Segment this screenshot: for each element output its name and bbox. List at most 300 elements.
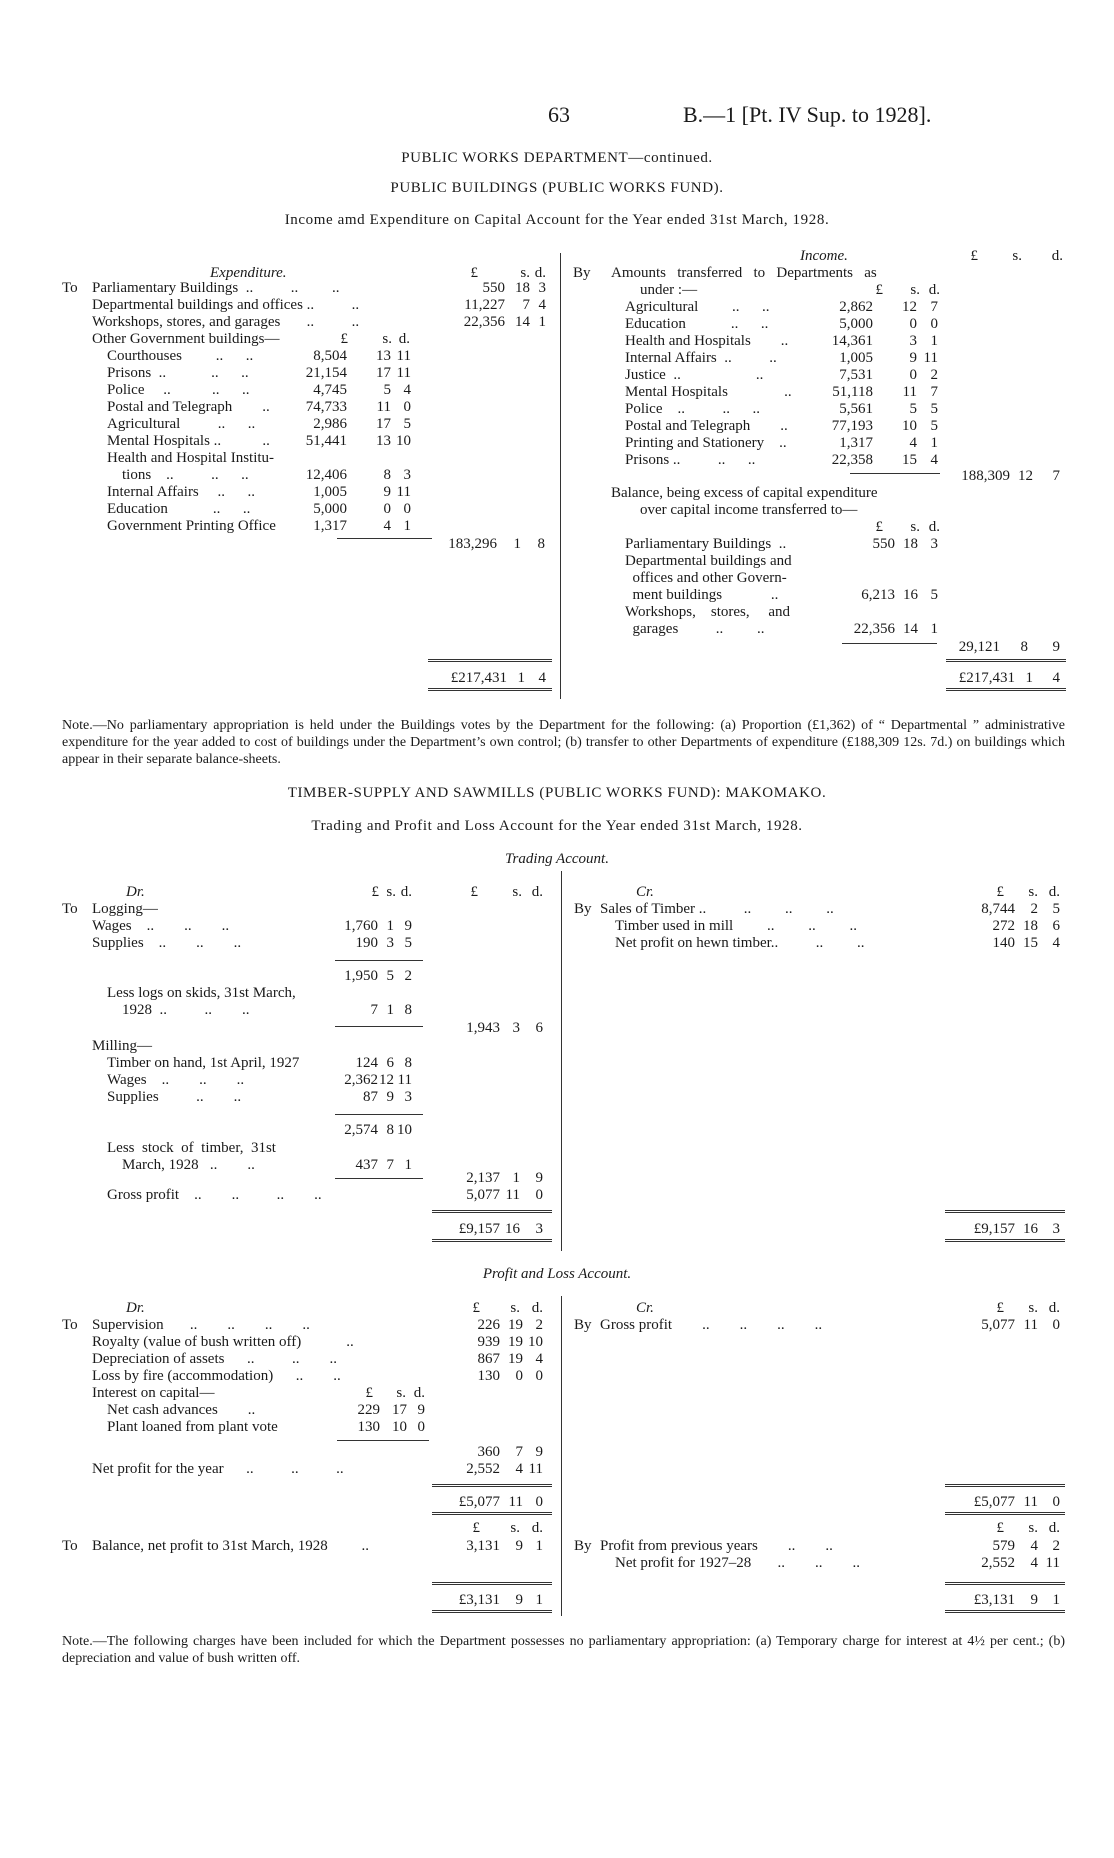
to-label: To [62,1317,78,1333]
expenditure-subamount-shillings: 17 [376,416,391,432]
expenditure-item: Departmental buildings and offices .. .. [92,297,360,313]
trading-cr-label: Cr. [636,884,654,900]
document-reference: B.—1 [Pt. IV Sup. to 1928]. [683,102,932,127]
gross-profit-shillings: 11 [505,1187,520,1203]
logging-net-pounds: 1,943 [466,1020,500,1036]
expenditure-subitem: Postal and Telegraph .. [107,399,270,415]
pl-dr-item: Loss by fire (accommodation) .. .. [92,1368,341,1384]
trading-cr-item: Timber used in mill .. .. .. [615,918,857,934]
balance-line-2: over capital income transferred to— [640,502,858,518]
income-subtotal-pence: 7 [1052,468,1060,484]
inc-s-head: s. [1012,248,1022,264]
income-total-pence: 4 [1052,670,1060,686]
expenditure-subamount-pounds: 8,504 [313,348,347,364]
less-stock-label: Less stock of timber, 31st [107,1140,276,1156]
pl-dr-item: Royalty (value of bush written off) .. [92,1334,354,1350]
inner-s-head: s. [382,331,392,347]
tr-inner-pound-head: £ [371,884,379,900]
income-amount-shillings: 0 [909,367,917,383]
expenditure-amount-pounds: 11,227 [464,297,505,313]
expenditure-subtotal-pence: 8 [537,536,545,552]
trading-divider [561,871,562,1251]
income-intro: Amounts transferred to Departments as [611,265,877,281]
interest-total-shillings: 7 [515,1444,523,1460]
balance-item: garages .. .. [625,621,765,637]
pl-dr-amount-pounds: 130 [477,1368,500,1384]
expenditure-subamount-pence: 4 [403,382,411,398]
milling-item-pounds: 124 [355,1055,378,1071]
tc-pound-head: £ [996,884,1004,900]
milling-net-shillings: 1 [512,1170,520,1186]
trading-cr-amount-pounds: 8,744 [981,901,1015,917]
balance-item: offices and other Govern- [625,570,787,586]
expenditure-subamount-shillings: 0 [383,501,391,517]
pl-s-head: s. [510,1300,520,1316]
net-profit-pence: 11 [528,1461,543,1477]
balance-amount-shillings: 18 [903,536,918,552]
milling-item-label: Supplies .. .. [107,1089,242,1105]
expenditure-subamount-pence: 1 [403,518,411,534]
plc-s-head: s. [1028,1300,1038,1316]
expenditure-subitem: Mental Hospitals .. .. [107,433,270,449]
income-total-pounds: £217,431 [958,670,1015,686]
pl-gross-profit-pounds: 5,077 [981,1317,1015,1333]
income-amount-pence: 4 [930,452,938,468]
pl-cr-total-rule [945,1484,1065,1487]
tr-outer-d-head: d. [531,884,543,900]
pl-cr-amount-pounds: 579 [992,1538,1015,1554]
trading-cr-item: Sales of Timber .. .. .. .. [600,901,834,917]
income-item: Justice .. .. [625,367,764,383]
gross-profit-pounds: 5,077 [466,1187,500,1203]
interest-rule [337,1440,429,1441]
balance-subtotal-shillings: 8 [1020,639,1028,655]
less-logs-label-2: 1928 .. .. .. [122,1002,250,1018]
milling-item-pounds: 87 [363,1089,378,1105]
balance-net-profit-shillings: 9 [515,1538,523,1554]
income-amount-pounds: 5,000 [839,316,873,332]
interest-item-pence: 0 [417,1419,425,1435]
pl-dr-amount-pounds: 939 [477,1334,500,1350]
pl-cr-item: Net profit for 1927–28 .. .. .. [615,1555,860,1571]
pl-gross-profit-pence: 0 [1052,1317,1060,1333]
balance-net-profit-pounds: 3,131 [466,1538,500,1554]
expenditure-subamount-pounds: 1,317 [313,518,347,534]
logging-net-shillings: 3 [512,1020,520,1036]
milling-label: Milling— [92,1038,153,1054]
expenditure-subamount-pounds: 21,154 [305,365,347,381]
balance-subtotal-pounds: 29,121 [958,639,1000,655]
balance-item: ment buildings .. [625,587,779,603]
trading-cr-amount-pence: 4 [1052,935,1060,951]
expenditure-subitem: Prisons .. .. .. [107,365,249,381]
balance-line-1: Balance, being excess of capital expenditure [611,485,878,501]
income-amount-pence: 11 [923,350,938,366]
bal-s-head: s. [910,519,920,535]
by-label: By [573,265,591,281]
expenditure-subamount-shillings: 8 [383,467,391,483]
total-rule [428,659,552,662]
expenditure-subitem: Government Printing Office [107,518,276,534]
by-label: By [574,901,592,917]
trading-dr-total-rule [432,1210,552,1213]
logging-sum-pence: 2 [404,968,412,984]
expenditure-amount-pence: 1 [538,314,546,330]
expenditure-subamount-pence: 11 [396,484,411,500]
income-amount-pounds: 22,358 [831,452,873,468]
public-buildings-title: PUBLIC BUILDINGS (PUBLIC WORKS FUND). [390,180,724,196]
plc-pound-head: £ [996,1300,1004,1316]
income-item: Mental Hospitals .. [625,384,792,400]
public-buildings-subtitle: Income amd Expenditure on Capital Account for the Year ended 31st March, 1928. [284,212,830,228]
trading-cr-total-underline [945,1239,1065,1242]
expenditure-amount-pence: 4 [538,297,546,313]
inner-pound-head: £ [340,331,348,347]
less-logs-pence: 8 [404,1002,412,1018]
interest-item-pounds: 229 [357,1402,380,1418]
expenditure-subamount-shillings: 13 [376,433,391,449]
pl-dr-total-pence: 0 [535,1494,543,1510]
milling-net-pence: 9 [535,1170,543,1186]
expenditure-subamount-shillings: 9 [383,484,391,500]
income-subtotal-pounds: 188,309 [961,468,1010,484]
milling-item-pence: 8 [404,1055,412,1071]
balance-net-profit-pence: 1 [535,1538,543,1554]
trading-cr-amount-shillings: 2 [1030,901,1038,917]
to-label: To [62,280,78,296]
plc-d-head: d. [1048,1300,1060,1316]
expenditure-subitem: Courthouses .. .. [107,348,254,364]
expenditure-subamount-pence: 10 [396,433,411,449]
balance-amount-pounds: 22,356 [853,621,895,637]
less-logs-label: Less logs on skids, 31st March, [107,985,296,1001]
pl-cr-total-underline [945,1512,1065,1515]
pl-dr-total-rule [432,1484,552,1487]
logging-wages-pounds: 1,760 [344,918,378,934]
expenditure-amount-pence: 3 [538,280,546,296]
logging-supplies-shillings: 3 [386,935,394,951]
expenditure-subamount-pence: 5 [403,416,411,432]
section-heading: PUBLIC WORKS DEPARTMENT—continued. [401,150,713,166]
balance-amount-pence: 5 [930,587,938,603]
balance-item: Parliamentary Buildings .. [625,536,787,552]
milling-item-label: Timber on hand, 1st April, 1927 [107,1055,300,1071]
inc-inner-pound-head: £ [875,282,883,298]
interest-item-pounds: 130 [357,1419,380,1435]
expenditure-amount-shillings: 18 [515,280,530,296]
pl-dr-amount-shillings: 0 [515,1368,523,1384]
expenditure-total-pounds: £217,431 [450,670,507,686]
pl2-d-head: d. [531,1520,543,1536]
balance-amount-shillings: 16 [903,587,918,603]
income-amount-shillings: 15 [902,452,917,468]
income-amount-pounds: 1,317 [839,435,873,451]
logging-sum-shillings: 5 [386,968,394,984]
exp-s-head: s. [520,265,530,281]
interest-total-pence: 9 [535,1444,543,1460]
gross-profit-pence: 0 [535,1187,543,1203]
expenditure-subamount-pounds: 51,441 [305,433,347,449]
center-divider [560,253,561,699]
expenditure-subamount-pounds: 12,406 [305,467,347,483]
expenditure-subamount-pence: 3 [403,467,411,483]
expenditure-subtotal-pounds: 183,296 [448,536,497,552]
trading-cr-amount-pence: 5 [1052,901,1060,917]
balance-item: Workshops, stores, and [625,604,791,620]
tc-s-head: s. [1028,884,1038,900]
trading-cr-total-rule [945,1210,1065,1213]
income-amount-shillings: 5 [909,401,917,417]
net-profit-shillings: 4 [515,1461,523,1477]
pl-dr-total2-pence: 1 [535,1592,543,1608]
logging-sum-pounds: 1,950 [344,968,378,984]
pl-cr-amount-shillings: 4 [1030,1555,1038,1571]
income-amount-pounds: 7,531 [839,367,873,383]
expenditure-subitem: Police .. .. .. [107,382,250,398]
expenditure-subitem: Internal Affairs .. .. [107,484,256,500]
less-stock-label-2: March, 1928 .. .. [122,1157,255,1173]
expenditure-subitem: tions .. .. .. [107,467,249,483]
expenditure-subtotal-shillings: 1 [513,536,521,552]
interest-item-shillings: 17 [392,1402,407,1418]
income-amount-pence: 7 [930,299,938,315]
logging-wages-label: Wages .. .. .. [92,918,230,934]
tr-inner-d-head: d. [400,884,412,900]
income-intro-2: under :— [640,282,698,298]
logging-wages-shillings: 1 [386,918,394,934]
income-amount-shillings: 11 [902,384,917,400]
expenditure-item: Parliamentary Buildings .. .. .. [92,280,340,296]
expenditure-amount-pounds: 550 [482,280,505,296]
trading-cr-amount-shillings: 15 [1023,935,1038,951]
income-total-rule [946,659,1066,662]
pl-cr-amount-pence: 2 [1052,1538,1060,1554]
income-amount-pounds: 51,118 [832,384,873,400]
expenditure-amount-shillings: 7 [522,297,530,313]
expenditure-subamount-pounds: 74,733 [305,399,347,415]
balance-amount-pounds: 6,213 [861,587,895,603]
less-logs-shillings: 1 [386,1002,394,1018]
int-pound-head: £ [365,1385,373,1401]
pl-cr-label: Cr. [636,1300,654,1316]
expenditure-subamount-shillings: 5 [383,382,391,398]
pl-dr-amount-pence: 0 [535,1368,543,1384]
tc-d-head: d. [1048,884,1060,900]
income-amount-pence: 1 [930,333,938,349]
income-amount-pounds: 1,005 [839,350,873,366]
expenditure-heading: Expenditure. [210,265,287,281]
int-s-head: s. [396,1385,406,1401]
pl-dr-amount-pence: 10 [528,1334,543,1350]
logging-sum-rule [335,960,423,961]
milling-item-pence: 3 [404,1089,412,1105]
income-item: Printing and Stationery .. [625,435,787,451]
expenditure-subamount-pence: 11 [396,365,411,381]
int-d-head: d. [413,1385,425,1401]
expenditure-subitem: Education .. .. [107,501,251,517]
milling-item-shillings: 12 [379,1072,394,1088]
net-profit-label: Net profit for the year .. .. .. [92,1461,344,1477]
timber-supply-title: TIMBER-SUPPLY AND SAWMILLS (PUBLIC WORKS FUND): MAKOMAKO. [287,785,827,801]
pl-dr-amount-pence: 4 [535,1351,543,1367]
trading-cr-total-pence: 3 [1052,1221,1060,1237]
tr-inner-s-head: s. [386,884,396,900]
expenditure-subamount-pounds: 1,005 [313,484,347,500]
pl-dr-item: Depreciation of assets .. .. .. [92,1351,337,1367]
expenditure-subamount-shillings: 11 [376,399,391,415]
pl-dr-amount-shillings: 19 [508,1334,523,1350]
timber-supply-subtitle: Trading and Profit and Loss Account for the Year ended 31st March, 1928. [311,818,803,834]
pl-cr-total2-shillings: 9 [1030,1592,1038,1608]
expenditure-subamount-shillings: 17 [376,365,391,381]
by-label: By [574,1317,592,1333]
milling-item-label: Wages .. .. .. [107,1072,245,1088]
pl-cr-total-shillings: 11 [1023,1494,1038,1510]
pl-cr-total2-underline [945,1610,1065,1613]
plc2-s-head: s. [1028,1520,1038,1536]
pl-dr-total2-shillings: 9 [515,1592,523,1608]
to-label: To [62,901,78,917]
income-amount-pounds: 2,862 [839,299,873,315]
milling-sum-pounds: 2,574 [344,1122,378,1138]
pl-cr-total2-pounds: £3,131 [973,1592,1015,1608]
income-total-shillings: 1 [1025,670,1033,686]
pl2-s-head: s. [510,1520,520,1536]
balance-item: Departmental buildings and [625,553,792,569]
pl-dr-total2-underline [432,1610,552,1613]
expenditure-subamount-pounds: 4,745 [313,382,347,398]
less-stock-shillings: 7 [386,1157,394,1173]
pl-dr-total2-pounds: £3,131 [458,1592,500,1608]
to-label: To [62,1538,78,1554]
expenditure-item: Workshops, stores, and garages .. .. [92,314,360,330]
pl-cr-total2-rule [945,1582,1065,1585]
tr-outer-pound-head: £ [470,884,478,900]
income-item: Police .. .. .. [625,401,760,417]
milling-item-pence: 11 [397,1072,412,1088]
plc2-pound-head: £ [996,1520,1004,1536]
trading-cr-item: Net profit on hewn timber.. .. .. [615,935,865,951]
balance-amount-pence: 1 [930,621,938,637]
milling-sum-shillings: 8 [386,1122,394,1138]
trading-cr-amount-pence: 6 [1052,918,1060,934]
income-amount-pence: 5 [930,401,938,417]
income-amount-pence: 5 [930,418,938,434]
pl-gross-profit-label: Gross profit .. .. .. .. [600,1317,823,1333]
interest-total-pounds: 360 [477,1444,500,1460]
expenditure-total-shillings: 1 [517,670,525,686]
by-label: By [574,1538,592,1554]
balance-amount-pence: 3 [930,536,938,552]
note-public-buildings: Note.—No parliamentary appropriation is held under the Buildings votes by the Department for the following: (a) Proportion (£1,362) of “ Departmental ” administrative expenditure for the year added to cost of buildings under the Department’s own control; (b) transfer to other Departments of expenditure (£188,309 12s. 7d.) on buildings which appear in their separate balance-sheets. [62,718,1065,767]
income-item: Internal Affairs .. .. [625,350,777,366]
expenditure-subamount-pence: 0 [403,501,411,517]
income-amount-pounds: 77,193 [831,418,873,434]
pl-cr-total2-pence: 1 [1052,1592,1060,1608]
trading-cr-total-shillings: 16 [1023,1221,1038,1237]
pl2-pound-head: £ [472,1520,480,1536]
logging-label: Logging— [92,901,158,917]
less-stock-pence: 1 [404,1157,412,1173]
pl-dr-amount-pounds: 867 [477,1351,500,1367]
interest-item-shillings: 10 [392,1419,407,1435]
expenditure-amount-pounds: 22,356 [463,314,505,330]
profit-loss-title: Profit and Loss Account. [482,1266,632,1282]
milling-net-pounds: 2,137 [466,1170,500,1186]
milling-item-shillings: 9 [386,1089,394,1105]
inc-d-head: d. [1051,248,1063,264]
trading-dr-label: Dr. [126,884,145,900]
income-item: Agricultural .. .. [625,299,770,315]
pl-cr-amount-pounds: 2,552 [981,1555,1015,1571]
balance-subtotal-pence: 9 [1052,639,1060,655]
logging-wages-pence: 9 [404,918,412,934]
interest-label: Interest on capital— [92,1385,215,1401]
income-amount-shillings: 3 [909,333,917,349]
income-item: Education .. .. [625,316,769,332]
pl-d-head: d. [531,1300,543,1316]
balance-amount-pounds: 550 [872,536,895,552]
interest-item-label: Plant loaned from plant vote [107,1419,278,1435]
interest-item-label: Net cash advances .. [107,1402,256,1418]
trading-cr-amount-pounds: 140 [992,935,1015,951]
income-amount-shillings: 10 [902,418,917,434]
pl-dr-amount-shillings: 19 [508,1317,523,1333]
income-amount-pence: 1 [930,435,938,451]
pl-cr-amount-shillings: 4 [1030,1538,1038,1554]
trading-account-title: Trading Account. [505,851,609,867]
pl-dr-item: Supervision .. .. .. .. [92,1317,310,1333]
expenditure-subitem: Agricultural .. .. [107,416,256,432]
expenditure-subitem: Health and Hospital Institu- [107,450,275,466]
exp-pound-head: £ [470,265,478,281]
pl-dr-total-pounds: £5,077 [458,1494,500,1510]
trading-dr-total-pounds: £9,157 [458,1221,500,1237]
trading-dr-total-pence: 3 [535,1221,543,1237]
trading-dr-total-underline [432,1239,552,1242]
milling-item-pounds: 2,362 [344,1072,378,1088]
bal-pound-head: £ [875,519,883,535]
income-item: Health and Hospitals .. [625,333,789,349]
income-item: Prisons .. .. .. [625,452,756,468]
income-item: Postal and Telegraph .. [625,418,788,434]
logging-supplies-label: Supplies .. .. .. [92,935,242,951]
pl-dr-total-shillings: 11 [508,1494,523,1510]
pl-dr-label: Dr. [126,1300,145,1316]
income-amount-shillings: 12 [902,299,917,315]
milling-sum-pence: 10 [397,1122,412,1138]
pl-divider [561,1296,562,1616]
exp-d-head: d. [534,265,546,281]
tr-outer-s-head: s. [512,884,522,900]
inc-inner-s-head: s. [910,282,920,298]
interest-item-pence: 9 [417,1402,425,1418]
income-amount-shillings: 0 [909,316,917,332]
logging-supplies-pounds: 190 [355,935,378,951]
pl-dr-amount-pounds: 226 [477,1317,500,1333]
logging-net-pence: 6 [535,1020,543,1036]
note-timber-supply: Note.—The following charges have been included for which the Department possesses no parliamentary appropriation: (a) Temporary charge for interest at 4½ per cent.; (b) depreciation and value of bush written off. [62,1634,1065,1666]
trading-cr-total-pounds: £9,157 [973,1221,1015,1237]
pl-dr-amount-pence: 2 [535,1317,543,1333]
gross-profit-label: Gross profit .. .. .. .. [107,1187,322,1203]
pl-dr-total2-rule [432,1582,552,1585]
bal-d-head: d. [928,519,940,535]
inc-pound-head: £ [970,248,978,264]
balance-net-profit-label: Balance, net profit to 31st March, 1928 .. [92,1538,370,1554]
less-logs-pounds: 7 [370,1002,378,1018]
expenditure-total-pence: 4 [538,670,546,686]
